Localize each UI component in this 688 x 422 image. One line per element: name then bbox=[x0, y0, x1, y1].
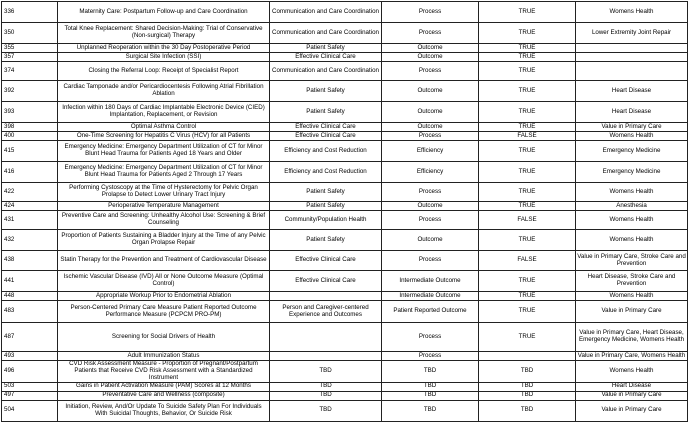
measure-id-cell: 393 bbox=[2, 102, 58, 123]
measure-id-cell: 422 bbox=[2, 183, 58, 202]
domain-cell: Effective Clinical Care bbox=[270, 271, 382, 292]
table-row bbox=[2, 141, 688, 162]
specialty-set-cell: Heart Disease bbox=[576, 81, 688, 102]
specialty-set-cell: Value in Primary Care bbox=[576, 400, 688, 421]
high-priority-cell: TRUE bbox=[479, 2, 576, 23]
table-row bbox=[2, 230, 688, 251]
high-priority-cell: TRUE bbox=[479, 162, 576, 183]
table-row bbox=[2, 202, 688, 211]
table-row bbox=[2, 2, 688, 23]
measure-title-cell: Adult Immunization Status bbox=[58, 352, 270, 361]
high-priority-cell: TRUE bbox=[479, 183, 576, 202]
high-priority-cell: FALSE bbox=[479, 211, 576, 230]
measure-title-cell: Person-Centered Primary Care Measure Patient Reported Outcome Performance Measure (PCPCM PRO-PM) bbox=[58, 301, 270, 323]
measure-id-cell: 504 bbox=[2, 400, 58, 421]
domain-cell: Patient Safety bbox=[270, 230, 382, 251]
measure-type-cell: Efficiency bbox=[382, 141, 479, 162]
measure-type-cell: TBD bbox=[382, 400, 479, 421]
table-row bbox=[2, 382, 688, 391]
measures-table bbox=[1, 1, 688, 422]
measure-title-cell: Emergency Medicine: Emergency Department Utilization of CT for Minor Blunt Head Trauma for Patients Aged 18 Years and Older bbox=[58, 141, 270, 162]
measure-id-cell: 448 bbox=[2, 292, 58, 301]
specialty-set-cell: Value in Primary Care bbox=[576, 301, 688, 323]
table-row bbox=[2, 183, 688, 202]
domain-cell: Effective Clinical Care bbox=[270, 123, 382, 132]
high-priority-cell: TRUE bbox=[479, 301, 576, 323]
high-priority-cell bbox=[479, 352, 576, 361]
table-row bbox=[2, 211, 688, 230]
high-priority-cell: TRUE bbox=[479, 23, 576, 44]
measure-title-cell: Preventive Care and Screening: Unhealthy Alcohol Use: Screening & Brief Counseling bbox=[58, 211, 270, 230]
domain-cell: Effective Clinical Care bbox=[270, 132, 382, 141]
measure-type-cell: Efficiency bbox=[382, 162, 479, 183]
specialty-set-cell: Emergency Medicine bbox=[576, 162, 688, 183]
domain-cell: Patient Safety bbox=[270, 44, 382, 53]
measure-type-cell: Process bbox=[382, 323, 479, 352]
measure-type-cell: Process bbox=[382, 23, 479, 44]
measure-id-cell: 398 bbox=[2, 123, 58, 132]
specialty-set-cell: Value in Primary Care bbox=[576, 391, 688, 400]
domain-cell bbox=[270, 292, 382, 301]
specialty-set-cell: Value in Primary Care bbox=[576, 123, 688, 132]
domain-cell: Patient Safety bbox=[270, 102, 382, 123]
measure-id-cell: 503 bbox=[2, 382, 58, 391]
measure-type-cell: Process bbox=[382, 183, 479, 202]
measure-id-cell: 416 bbox=[2, 162, 58, 183]
measures-table-body bbox=[2, 2, 688, 422]
high-priority-cell: TRUE bbox=[479, 202, 576, 211]
measure-type-cell: Process bbox=[382, 2, 479, 23]
measure-type-cell: TBD bbox=[382, 361, 479, 383]
specialty-set-cell: Value in Primary Care, Womens Health bbox=[576, 352, 688, 361]
measure-id-cell: 357 bbox=[2, 53, 58, 62]
table-row bbox=[2, 352, 688, 361]
specialty-set-cell: Womens Health bbox=[576, 211, 688, 230]
specialty-set-cell: Womens Health bbox=[576, 292, 688, 301]
table-row bbox=[2, 44, 688, 53]
high-priority-cell: TRUE bbox=[479, 230, 576, 251]
specialty-set-cell: Womens Health bbox=[576, 230, 688, 251]
measure-id-cell: 487 bbox=[2, 323, 58, 352]
measure-type-cell: Process bbox=[382, 132, 479, 141]
measure-title-cell: Closing the Referral Loop: Receipt of Specialist Report bbox=[58, 62, 270, 81]
measure-type-cell: Outcome bbox=[382, 230, 479, 251]
specialty-set-cell: Heart Disease bbox=[576, 382, 688, 391]
measure-id-cell: 415 bbox=[2, 141, 58, 162]
high-priority-cell: FALSE bbox=[479, 132, 576, 141]
measure-id-cell: 483 bbox=[2, 301, 58, 323]
measure-type-cell: Process bbox=[382, 62, 479, 81]
domain-cell: TBD bbox=[270, 382, 382, 391]
domain-cell: Effective Clinical Care bbox=[270, 251, 382, 271]
specialty-set-cell: Heart Disease bbox=[576, 102, 688, 123]
measure-title-cell: Unplanned Reoperation within the 30 Day Postoperative Period bbox=[58, 44, 270, 53]
high-priority-cell: TRUE bbox=[479, 102, 576, 123]
table-row bbox=[2, 162, 688, 183]
specialty-set-cell: Lower Extremity Joint Repair bbox=[576, 23, 688, 44]
table-row bbox=[2, 292, 688, 301]
measure-type-cell: Outcome bbox=[382, 44, 479, 53]
domain-cell: Effective Clinical Care bbox=[270, 53, 382, 62]
high-priority-cell: TBD bbox=[479, 391, 576, 400]
measure-id-cell: 496 bbox=[2, 361, 58, 383]
table-row bbox=[2, 391, 688, 400]
specialty-set-cell: Emergency Medicine bbox=[576, 141, 688, 162]
measure-type-cell: Outcome bbox=[382, 81, 479, 102]
domain-cell: Person and Caregiver-centered Experience and Outcomes bbox=[270, 301, 382, 323]
domain-cell: Communication and Care Coordination bbox=[270, 62, 382, 81]
high-priority-cell: TRUE bbox=[479, 292, 576, 301]
measure-title-cell: Emergency Medicine: Emergency Department Utilization of CT for Minor Blunt Head Trauma for Patients Aged 2 Through 17 Years bbox=[58, 162, 270, 183]
high-priority-cell: TBD bbox=[479, 361, 576, 383]
measure-title-cell: Preventative Care and Wellness (composite) bbox=[58, 391, 270, 400]
measure-id-cell: 438 bbox=[2, 251, 58, 271]
measure-title-cell: Cardiac Tamponade and/or Pericardiocentesis Following Atrial Fibrillation Ablation bbox=[58, 81, 270, 102]
domain-cell bbox=[270, 352, 382, 361]
high-priority-cell: TRUE bbox=[479, 53, 576, 62]
measure-title-cell: CVD Risk Assessment Measure - Proportion of Pregnant/Postpartum Patients that Receive CVD Risk Assessment with a Standardized Instrument bbox=[58, 361, 270, 383]
measure-title-cell: Perioperative Temperature Management bbox=[58, 202, 270, 211]
domain-cell: Patient Safety bbox=[270, 81, 382, 102]
measure-type-cell: Process bbox=[382, 251, 479, 271]
specialty-set-cell: Womens Health bbox=[576, 183, 688, 202]
domain-cell: Patient Safety bbox=[270, 202, 382, 211]
measure-type-cell: Intermediate Outcome bbox=[382, 271, 479, 292]
measure-type-cell: Outcome bbox=[382, 123, 479, 132]
high-priority-cell: FALSE bbox=[479, 251, 576, 271]
table-row bbox=[2, 271, 688, 292]
measure-title-cell: Proportion of Patients Sustaining a Bladder Injury at the Time of any Pelvic Organ Prolapse Repair bbox=[58, 230, 270, 251]
table-row bbox=[2, 301, 688, 323]
measure-title-cell: Appropriate Workup Prior to Endometrial Ablation bbox=[58, 292, 270, 301]
measure-id-cell: 336 bbox=[2, 2, 58, 23]
high-priority-cell: TBD bbox=[479, 400, 576, 421]
table-row bbox=[2, 132, 688, 141]
measure-type-cell: TBD bbox=[382, 391, 479, 400]
measure-id-cell: 441 bbox=[2, 271, 58, 292]
measure-type-cell: Patient Reported Outcome bbox=[382, 301, 479, 323]
high-priority-cell: TBD bbox=[479, 382, 576, 391]
measure-id-cell: 355 bbox=[2, 44, 58, 53]
measure-type-cell: Intermediate Outcome bbox=[382, 292, 479, 301]
measure-title-cell: Ischemic Vascular Disease (IVD) All or None Outcome Measure (Optimal Control) bbox=[58, 271, 270, 292]
domain-cell: Communication and Care Coordination bbox=[270, 23, 382, 44]
domain-cell bbox=[270, 323, 382, 352]
measure-title-cell: Performing Cystoscopy at the Time of Hysterectomy for Pelvic Organ Prolapse to Detect Lower Urinary Tract Injury bbox=[58, 183, 270, 202]
measure-type-cell: Process bbox=[382, 352, 479, 361]
table-row bbox=[2, 323, 688, 352]
table-row bbox=[2, 123, 688, 132]
measure-id-cell: 374 bbox=[2, 62, 58, 81]
high-priority-cell: TRUE bbox=[479, 62, 576, 81]
specialty-set-cell bbox=[576, 44, 688, 53]
domain-cell: Patient Safety bbox=[270, 183, 382, 202]
table-row bbox=[2, 251, 688, 271]
domain-cell: TBD bbox=[270, 391, 382, 400]
measure-title-cell: Optimal Asthma Control bbox=[58, 123, 270, 132]
measure-title-cell: One-Time Screening for Hepatitis C Virus (HCV) for all Patients bbox=[58, 132, 270, 141]
high-priority-cell: TRUE bbox=[479, 271, 576, 292]
measure-title-cell: Gains in Patient Activation Measure (PAM) Scores at 12 Months bbox=[58, 382, 270, 391]
measure-id-cell: 431 bbox=[2, 211, 58, 230]
high-priority-cell: TRUE bbox=[479, 44, 576, 53]
table-row bbox=[2, 400, 688, 421]
specialty-set-cell: Value in Primary Care, Heart Disease, Emergency Medicine, Womens Health bbox=[576, 323, 688, 352]
measure-type-cell: Outcome bbox=[382, 102, 479, 123]
domain-cell: Efficiency and Cost Reduction bbox=[270, 162, 382, 183]
specialty-set-cell: Heart Disease, Stroke Care and Prevention bbox=[576, 271, 688, 292]
domain-cell: TBD bbox=[270, 400, 382, 421]
domain-cell: Efficiency and Cost Reduction bbox=[270, 141, 382, 162]
high-priority-cell: TRUE bbox=[479, 141, 576, 162]
measure-type-cell: Outcome bbox=[382, 202, 479, 211]
measure-title-cell: Screening for Social Drivers of Health bbox=[58, 323, 270, 352]
table-row bbox=[2, 361, 688, 383]
measure-title-cell: Statin Therapy for the Prevention and Treatment of Cardiovascular Disease bbox=[58, 251, 270, 271]
specialty-set-cell bbox=[576, 62, 688, 81]
measure-id-cell: 350 bbox=[2, 23, 58, 44]
domain-cell: Community/Population Health bbox=[270, 211, 382, 230]
specialty-set-cell: Anesthesia bbox=[576, 202, 688, 211]
measure-id-cell: 424 bbox=[2, 202, 58, 211]
high-priority-cell: TRUE bbox=[479, 123, 576, 132]
high-priority-cell: TRUE bbox=[479, 81, 576, 102]
measure-title-cell: Surgical Site Infection (SSI) bbox=[58, 53, 270, 62]
measure-title-cell: Maternity Care: Postpartum Follow-up and Care Coordination bbox=[58, 2, 270, 23]
specialty-set-cell: Womens Health bbox=[576, 2, 688, 23]
table-row bbox=[2, 102, 688, 123]
measure-id-cell: 432 bbox=[2, 230, 58, 251]
measure-type-cell: Outcome bbox=[382, 53, 479, 62]
measure-id-cell: 400 bbox=[2, 132, 58, 141]
measure-id-cell: 493 bbox=[2, 352, 58, 361]
measure-id-cell: 497 bbox=[2, 391, 58, 400]
specialty-set-cell bbox=[576, 53, 688, 62]
domain-cell: Communication and Care Coordination bbox=[270, 2, 382, 23]
specialty-set-cell: Womens Health bbox=[576, 132, 688, 141]
measure-type-cell: TBD bbox=[382, 382, 479, 391]
domain-cell: TBD bbox=[270, 361, 382, 383]
specialty-set-cell: Womens Health bbox=[576, 361, 688, 383]
measure-title-cell: Initiation, Review, And/Or Update To Suicide Safety Plan For Individuals With Suicidal Thoughts, Behavior, Or Suicide Risk bbox=[58, 400, 270, 421]
table-row bbox=[2, 81, 688, 102]
high-priority-cell: TRUE bbox=[479, 323, 576, 352]
table-row bbox=[2, 53, 688, 62]
measure-type-cell: Process bbox=[382, 211, 479, 230]
measure-title-cell: Total Knee Replacement: Shared Decision-Making: Trial of Conservative (Non-surgical) Therapy bbox=[58, 23, 270, 44]
measure-title-cell: Infection within 180 Days of Cardiac Implantable Electronic Device (CIED) Implantation, Replacement, or Revision bbox=[58, 102, 270, 123]
table-row bbox=[2, 62, 688, 81]
specialty-set-cell: Value in Primary Care, Stroke Care and Prevention bbox=[576, 251, 688, 271]
measure-id-cell: 392 bbox=[2, 81, 58, 102]
table-row bbox=[2, 23, 688, 44]
